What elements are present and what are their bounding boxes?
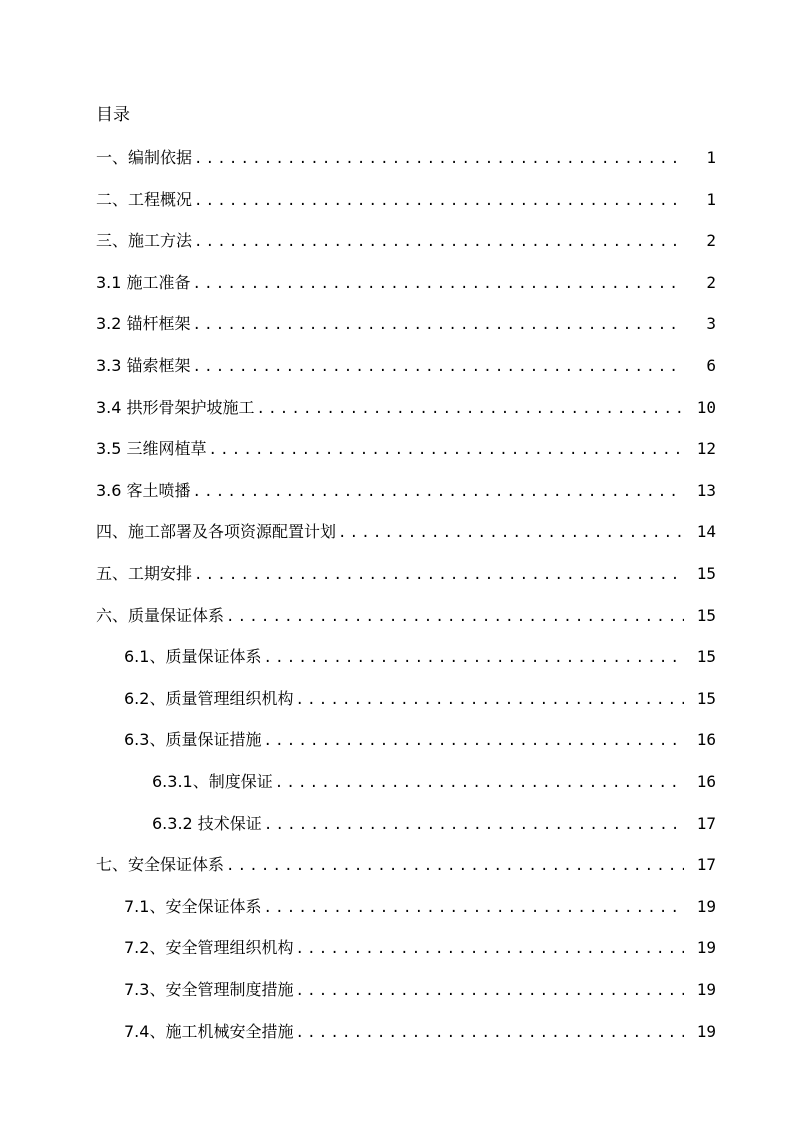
toc-entry-label: 七、安全保证体系 [96,855,225,875]
toc-page-number: 1 [706,148,716,167]
toc-entry[interactable] [96,146,716,170]
toc-page-number: 19 [696,1021,716,1041]
toc-page-number: 12 [696,439,716,459]
toc-entry[interactable] [96,312,716,336]
toc-entry-label: 一、编制依据 [96,148,193,167]
toc-entry[interactable] [96,271,716,295]
toc-dot-leader [338,521,684,545]
toc-entry-label: 3.2 锚杆框架 [96,314,191,334]
toc-dot-leader [193,480,684,504]
toc-dot-leader [226,854,684,878]
toc-entry[interactable] [124,1020,716,1044]
toc-page-number: 3 [706,314,716,334]
toc-dot-leader [194,563,684,587]
toc-dot-leader [193,313,684,337]
toc-dot-leader [263,646,684,670]
toc-entry-label: 五、工期安排 [96,564,193,583]
toc-entry-label: 7.2、安全管理组织机构 [124,938,294,958]
toc-entry-label: 3.6 客土喷播 [96,480,191,500]
toc-entry[interactable] [124,978,716,1002]
toc-page-number: 15 [696,564,716,583]
toc-entry[interactable] [96,562,716,586]
toc-page-number: 2 [706,231,716,251]
toc-entry[interactable] [96,229,716,253]
toc-dot-leader [209,438,684,462]
toc-entry[interactable] [96,853,716,877]
toc-page-number: 15 [696,688,716,708]
toc-dot-leader [193,272,684,296]
toc-page-number: 17 [696,855,716,875]
toc-dot-leader [257,397,684,421]
toc-entry[interactable] [96,396,716,420]
toc-entry[interactable] [96,188,716,212]
toc-page-number: 16 [696,772,716,791]
toc-entry[interactable] [124,728,716,752]
toc-page-number: 1 [706,189,716,209]
toc-dot-leader [194,189,684,213]
toc-entry-label: 3.3 锚索框架 [96,356,191,375]
toc-entry-label: 3.5 三维网植草 [96,439,207,459]
toc-page-number: 16 [696,730,716,750]
toc-dot-leader [275,771,684,795]
toc-page-number: 19 [696,980,716,999]
toc-entry[interactable] [96,437,716,461]
toc-entry-label: 7.3、安全管理制度措施 [124,980,294,999]
toc-page-number: 6 [706,356,716,375]
toc-entry[interactable] [124,895,716,919]
toc-dot-leader [295,979,684,1003]
toc-page-number: 13 [696,480,716,500]
toc-entry-label: 7.4、施工机械安全措施 [124,1021,294,1041]
toc-dot-leader [193,355,684,379]
toc-dot-leader [264,813,684,837]
toc-entry-label: 6.1、质量保证体系 [124,647,262,667]
toc-entry[interactable] [152,812,716,836]
toc-entry-label: 7.1、安全保证体系 [124,896,262,916]
toc-page-number: 17 [696,813,716,833]
toc-entry-label: 四、施工部署及各项资源配置计划 [96,522,337,542]
toc-entry-label: 6.3.2 技术保证 [152,813,262,833]
toc-dot-leader [295,1021,684,1045]
toc-page-number: 15 [696,605,716,625]
toc-entry[interactable] [96,354,716,378]
toc-entry-label: 三、施工方法 [96,231,193,251]
toc-entry-label: 二、工程概况 [96,189,193,209]
toc-entry[interactable] [96,604,716,628]
toc-dot-leader [226,605,684,629]
toc-dot-leader [194,230,684,254]
toc-entry[interactable] [96,520,716,544]
toc-page-number: 14 [696,522,716,542]
toc-dot-leader [263,729,684,753]
toc-title: 目录 [96,105,130,125]
toc-dot-leader [194,147,684,171]
toc-page-number: 2 [706,272,716,292]
toc-entry-label: 六、质量保证体系 [96,605,225,625]
toc-entry-label: 6.3.1、制度保证 [152,772,273,791]
toc-page-number: 10 [696,397,716,417]
toc-entry[interactable] [152,770,716,794]
toc-entry-label: 6.2、质量管理组织机构 [124,688,294,708]
toc-dot-leader [295,937,684,961]
toc-entry[interactable] [124,936,716,960]
toc-entry-label: 3.4 拱形骨架护坡施工 [96,397,255,417]
toc-entry[interactable] [124,645,716,669]
toc-page-number: 19 [696,938,716,958]
toc-entry-label: 3.1 施工准备 [96,272,191,292]
toc-page-number: 19 [696,896,716,916]
toc-entry-label: 6.3、质量保证措施 [124,730,262,750]
toc-entry[interactable] [96,479,716,503]
toc-entry[interactable] [124,687,716,711]
toc-page-number: 15 [696,647,716,667]
toc-dot-leader [295,688,684,712]
toc-dot-leader [263,896,684,920]
